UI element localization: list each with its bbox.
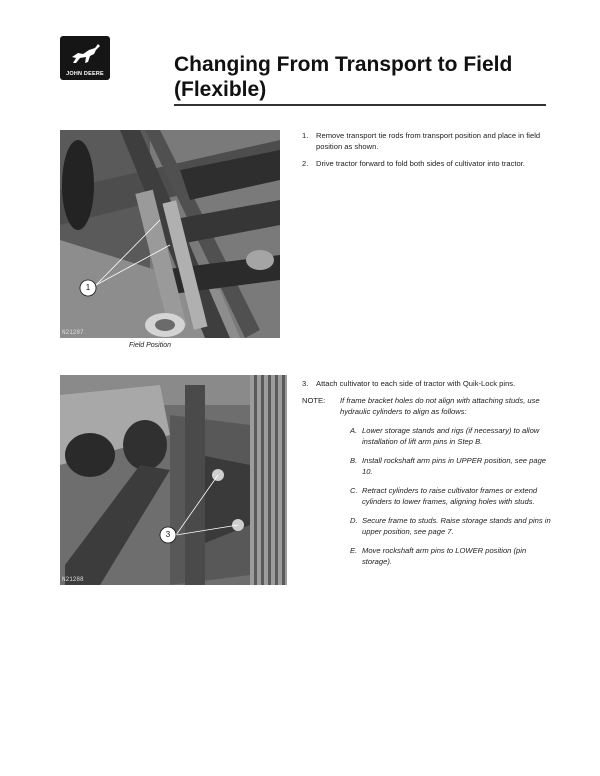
- step-text: Drive tractor forward to fold both sides of cultivator into tractor.: [316, 159, 525, 168]
- note-text: If frame bracket holes do not align with attaching studs, use hydraulic cylinders to align as follows:: [340, 396, 540, 416]
- substep-c: [302, 485, 552, 507]
- logo-text: JOHN DEERE: [66, 71, 104, 77]
- photo-code: N21287: [62, 329, 84, 336]
- step-number: 2.: [302, 159, 309, 168]
- substep-text: Install rockshaft arm pins in UPPER position, see page 10.: [362, 456, 547, 476]
- substep-letter: D.: [350, 516, 358, 525]
- substep-e: [302, 545, 552, 567]
- substep-text: Secure frame to studs. Raise storage stands and pins in upper position, see page 7.: [362, 516, 551, 536]
- photo-code: N21288: [62, 576, 84, 583]
- note-label: NOTE:: [302, 396, 326, 405]
- substep-d: [302, 515, 552, 537]
- figure-caption: Field Position: [128, 342, 172, 349]
- substep-letter: B.: [350, 456, 358, 465]
- substep-a: [302, 425, 552, 447]
- callout-1: 1: [85, 283, 91, 292]
- step-text: Attach cultivator to each side of tractor with Quik-Lock pins.: [316, 379, 516, 388]
- step-text: Remove transport tie rods from transport position and place in field position as shown.: [316, 131, 541, 151]
- substep-text: Move rockshaft arm pins to LOWER position (pin storage).: [362, 546, 527, 566]
- step-number: 3.: [302, 379, 309, 388]
- page-title: Changing From Transport to Field (Flexible): [174, 53, 513, 101]
- callout-3: 3: [165, 530, 171, 539]
- substep-text: Retract cylinders to raise cultivator frames or extend cylinders to lower frames, aligning holes with studs.: [362, 486, 538, 506]
- step-number: 1.: [302, 131, 309, 140]
- deer-icon: [69, 39, 101, 67]
- step-2: [302, 158, 552, 169]
- step-3: [302, 378, 552, 389]
- substep-text: Lower storage stands and rigs (if necessary) to allow installation of lift arm pins in Step B.: [362, 426, 540, 446]
- substep-letter: C.: [350, 486, 358, 495]
- steps-bottom: [302, 378, 552, 575]
- title-rule: [174, 104, 546, 106]
- steps-top: [302, 130, 552, 175]
- john-deere-logo: [60, 36, 110, 80]
- note: [302, 395, 552, 417]
- field-position-photo: [60, 130, 280, 338]
- step-1: [302, 130, 552, 152]
- frame-studs-photo: [60, 375, 287, 585]
- substep-letter: A.: [350, 426, 358, 435]
- substep-letter: E.: [350, 546, 358, 555]
- substep-b: [302, 455, 552, 477]
